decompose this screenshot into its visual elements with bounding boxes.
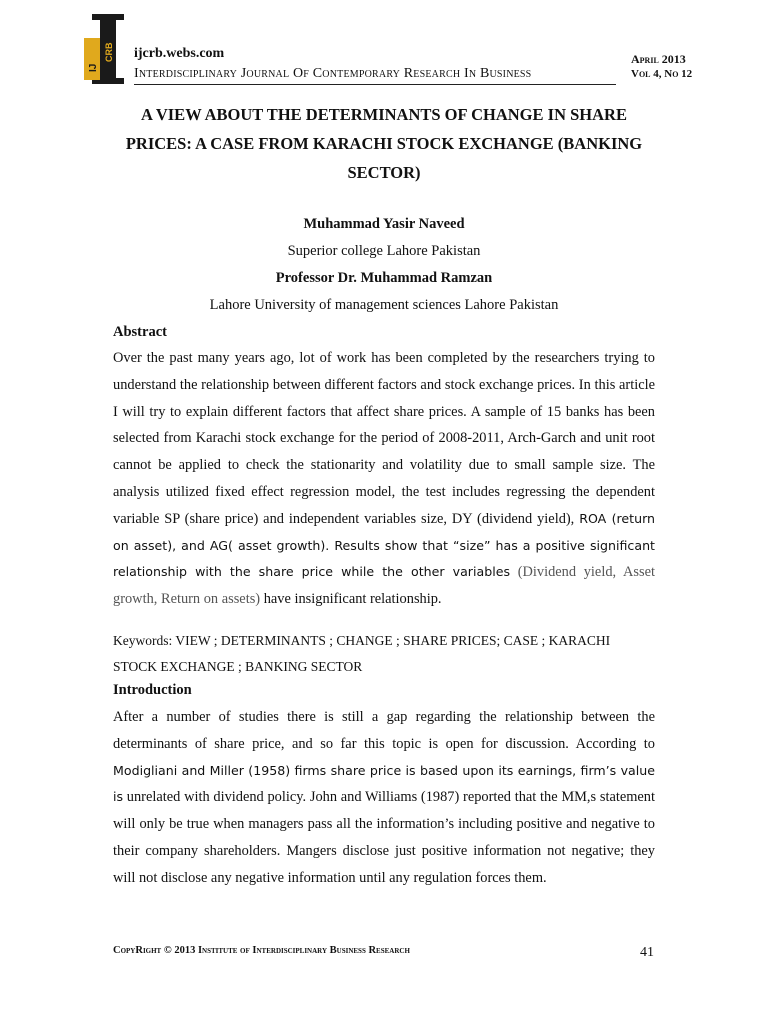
abstract-text-part: have insignificant relationship. xyxy=(260,591,442,608)
abstract-text xyxy=(113,345,655,613)
issue-volume: Vol 4, No 12 xyxy=(631,68,693,80)
journal-logo xyxy=(82,14,134,84)
site-url[interactable]: ijcrb.webs.com xyxy=(134,46,225,61)
footer-copyright: CopyRight © 2013 Institute of Interdisciplinary Business Research xyxy=(113,945,410,956)
abstract-text-part: ROA (return on asset), and AG( asset growth). Results show that “size” has a positive significant relationship with the share price while the other variables xyxy=(113,510,656,580)
abstract-text-part: (Dividend yield, Asset growth, Return on assets) xyxy=(113,564,655,608)
intro-text-part: After a number of studies there is still a gap regarding the relationship between the determinants of share price, and so far this topic is open for discussion. According to xyxy=(113,709,655,752)
introduction-text xyxy=(113,704,655,892)
paper-title: A VIEW ABOUT THE DETERMINANTS OF CHANGE IN SHARE PRICES: A CASE FROM KARACHI STOCK EXCHANGE (BANKING SECTOR) xyxy=(125,105,643,182)
svg-text:CRB: CRB xyxy=(104,42,114,62)
author-affiliation: Superior college Lahore Pakistan xyxy=(287,243,481,259)
intro-text-part: unrelated with dividend policy. John and Williams (1987) reported that the MM,s statement will only be true when managers pass all the information’s including positive and negative to their company shareholders. Mangers disclose just positive information not negative; they will not disclose any negative information until any regulation forces them. xyxy=(113,789,655,886)
keywords: Keywords: VIEW ; DETERMINANTS ; CHANGE ; SHARE PRICES; CASE ; KARACHI STOCK EXCHANGE ; BANKING SECTOR xyxy=(113,633,611,674)
page-number: 41 xyxy=(640,945,654,960)
journal-name: Interdisciplinary Journal Of Contemporary Research In Business xyxy=(134,66,532,81)
issue-date: April 2013 xyxy=(631,52,686,66)
author-name: Muhammad Yasir Naveed xyxy=(303,216,465,232)
author-affiliation: Lahore University of management sciences Lahore Pakistan xyxy=(209,297,559,313)
abstract-heading: Abstract xyxy=(113,324,167,340)
svg-text:IJ: IJ xyxy=(88,63,99,72)
introduction-heading: Introduction xyxy=(113,682,192,698)
header-rule xyxy=(134,84,616,85)
intro-text-part: Modigliani and Miller (1958) firms share price is based upon its earnings, firm’s value is xyxy=(113,762,655,805)
abstract-text-part: Over the past many years ago, lot of work has been completed by the researchers trying to understand the relationship between different factors and stock exchange prices. In this article I will try to explain different factors that affect share prices. A sample of 15 banks has been selected from Karachi stock exchange for the period of 2008-2011, Arch-Garch and unit root cannot be applied to check the stationarity and volatility due to small sample size. The analysis utilized fixed effect regression model, the test includes regressing the dependent variable SP (share price) and independent variables size, DY (dividend yield), xyxy=(113,350,655,527)
author-name: Professor Dr. Muhammad Ramzan xyxy=(275,270,493,286)
